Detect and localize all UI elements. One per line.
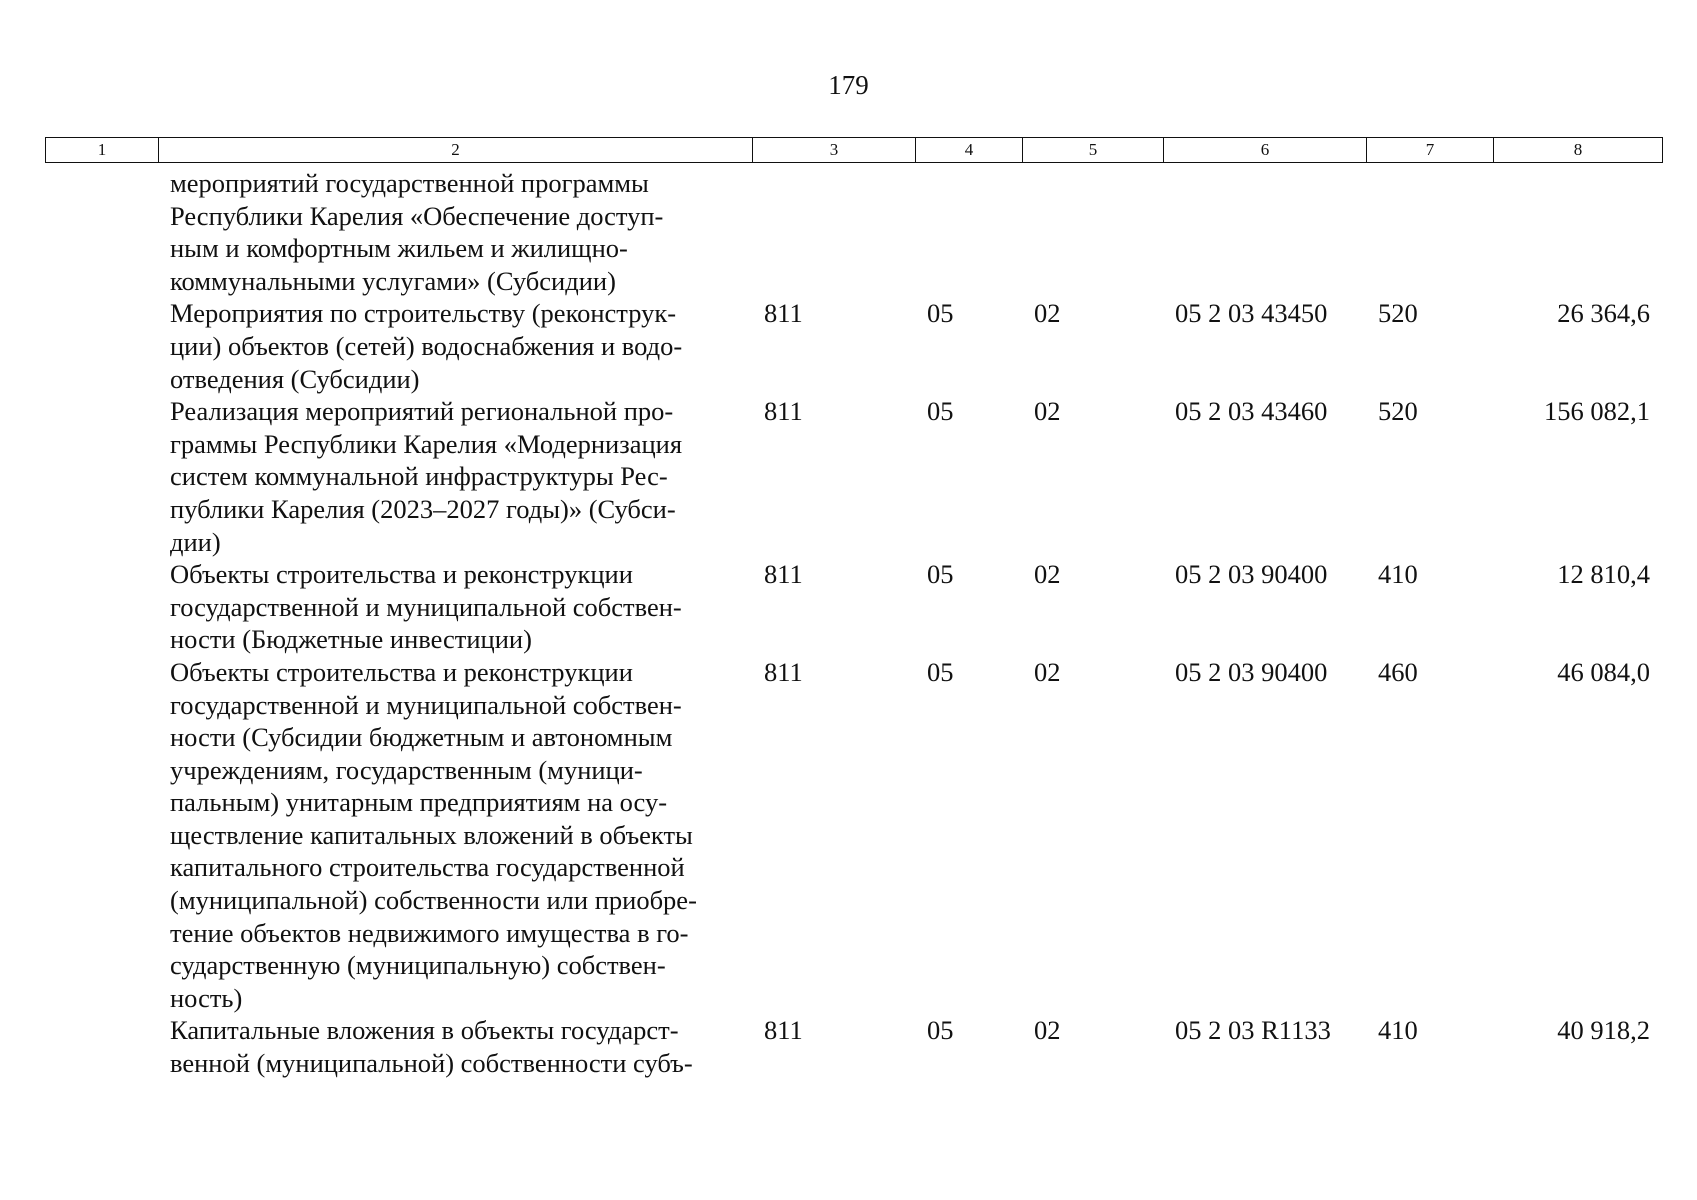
table-row [45, 167, 1662, 297]
page-number: 179 [828, 70, 869, 100]
cell-ministry-code: 811 [764, 396, 803, 427]
budget-table [45, 167, 1662, 1080]
description-line: отведения (Субсидии) [170, 363, 420, 394]
description-line: коммунальными услугами» (Субсидии) [170, 265, 616, 296]
cell-col-1 [45, 656, 158, 1015]
column-number-6: 6 [1164, 138, 1367, 163]
cell-target-article: 05 2 03 43450 [1175, 298, 1328, 329]
column-number-1: 1 [46, 138, 159, 163]
cell-expense-type: 520 [1378, 396, 1418, 427]
cell-subsection: 02 [1034, 656, 1061, 687]
cell-col-1 [45, 167, 158, 297]
cell-subsection [1022, 167, 1163, 297]
table-row [45, 1014, 1662, 1079]
description-line: тение объектов недвижимого имущества в го- [170, 917, 689, 948]
description-line: венной (муниципальной) собственности субъ- [170, 1048, 693, 1079]
cell-description [158, 167, 752, 297]
description-line: ность) [170, 982, 243, 1013]
table-row [45, 297, 1662, 395]
description-line: ным и комфортным жильем и жилищно- [170, 233, 628, 264]
description-line: учреждениям, государственным (муници- [170, 754, 643, 785]
description-line: систем коммунальной инфраструктуры Рес- [170, 461, 668, 492]
cell-ministry-code: 811 [764, 559, 803, 590]
cell-description [158, 558, 752, 656]
description-line: Объекты строительства и реконструкции [170, 656, 633, 687]
table-row [45, 558, 1662, 656]
column-number-7: 7 [1367, 138, 1494, 163]
cell-target-article: 05 2 03 43460 [1175, 396, 1328, 427]
cell-section: 05 [927, 298, 954, 329]
description-line: Объекты строительства и реконструкции [170, 559, 633, 590]
cell-expense-type: 460 [1378, 656, 1418, 687]
column-number-5: 5 [1023, 138, 1164, 163]
description-line: капитального строительства государственной [170, 852, 685, 883]
cell-expense-type: 410 [1378, 559, 1418, 590]
description-line: пальным) унитарным предприятиям на осу- [170, 787, 668, 818]
column-header-row [45, 137, 1663, 163]
cell-subsection: 02 [1034, 298, 1061, 329]
column-number-3: 3 [753, 138, 916, 163]
cell-col-1 [45, 1014, 158, 1079]
cell-amount: 156 082,1 [1544, 396, 1650, 427]
cell-ministry-code: 811 [764, 298, 803, 329]
column-number-8: 8 [1494, 138, 1663, 163]
description-line: Мероприятия по строительству (реконструк- [170, 298, 677, 329]
description-line: дии) [170, 526, 221, 557]
table-row [45, 395, 1662, 558]
cell-target-article: 05 2 03 90400 [1175, 656, 1328, 687]
cell-amount: 12 810,4 [1557, 559, 1650, 590]
description-line: ности (Субсидии бюджетным и автономным [170, 722, 673, 753]
cell-col-1 [45, 558, 158, 656]
cell-section: 05 [927, 559, 954, 590]
cell-amount: 26 364,6 [1557, 298, 1650, 329]
cell-ministry-code [752, 167, 915, 297]
description-line: граммы Республики Карелия «Модернизация [170, 428, 683, 459]
cell-section: 05 [927, 396, 954, 427]
cell-target-article: 05 2 03 R1133 [1175, 1015, 1331, 1046]
description-line: Реализация мероприятий региональной про- [170, 396, 674, 427]
description-line: Капитальные вложения в объекты государст- [170, 1015, 679, 1046]
cell-col-1 [45, 395, 158, 558]
cell-description [158, 395, 752, 558]
description-line: государственной и муниципальной собствен- [170, 591, 682, 622]
cell-section [915, 167, 1022, 297]
cell-expense-type: 520 [1378, 298, 1418, 329]
cell-amount: 46 084,0 [1557, 656, 1650, 687]
cell-subsection: 02 [1034, 1015, 1061, 1046]
cell-amount: 40 918,2 [1557, 1015, 1650, 1046]
description-line: ществление капитальных вложений в объекты [170, 819, 693, 850]
cell-ministry-code: 811 [764, 1015, 803, 1046]
cell-expense-type: 410 [1378, 1015, 1418, 1046]
description-line: мероприятий государственной программы [170, 168, 649, 198]
cell-section: 05 [927, 1015, 954, 1046]
cell-description [158, 656, 752, 1015]
description-line: ности (Бюджетные инвестиции) [170, 624, 532, 655]
description-line: государственной и муниципальной собствен- [170, 689, 682, 720]
cell-amount [1493, 167, 1662, 297]
cell-target-article [1163, 167, 1366, 297]
description-line: (муниципальной) собственности или приобре- [170, 885, 697, 916]
cell-subsection: 02 [1034, 559, 1061, 590]
description-line: сударственную (муниципальную) собствен- [170, 950, 666, 981]
cell-section: 05 [927, 656, 954, 687]
description-line: ции) объектов (сетей) водоснабжения и водо- [170, 330, 683, 361]
cell-subsection: 02 [1034, 396, 1061, 427]
cell-target-article: 05 2 03 90400 [1175, 559, 1328, 590]
cell-ministry-code: 811 [764, 656, 803, 687]
cell-description [158, 1014, 752, 1079]
table-row [45, 656, 1662, 1015]
cell-col-1 [45, 297, 158, 395]
column-number-2: 2 [159, 138, 753, 163]
description-line: публики Карелия (2023–2027 годы)» (Субси- [170, 493, 676, 524]
cell-expense-type [1366, 167, 1493, 297]
description-line: Республики Карелия «Обеспечение доступ- [170, 200, 664, 231]
column-number-4: 4 [916, 138, 1023, 163]
cell-description [158, 297, 752, 395]
